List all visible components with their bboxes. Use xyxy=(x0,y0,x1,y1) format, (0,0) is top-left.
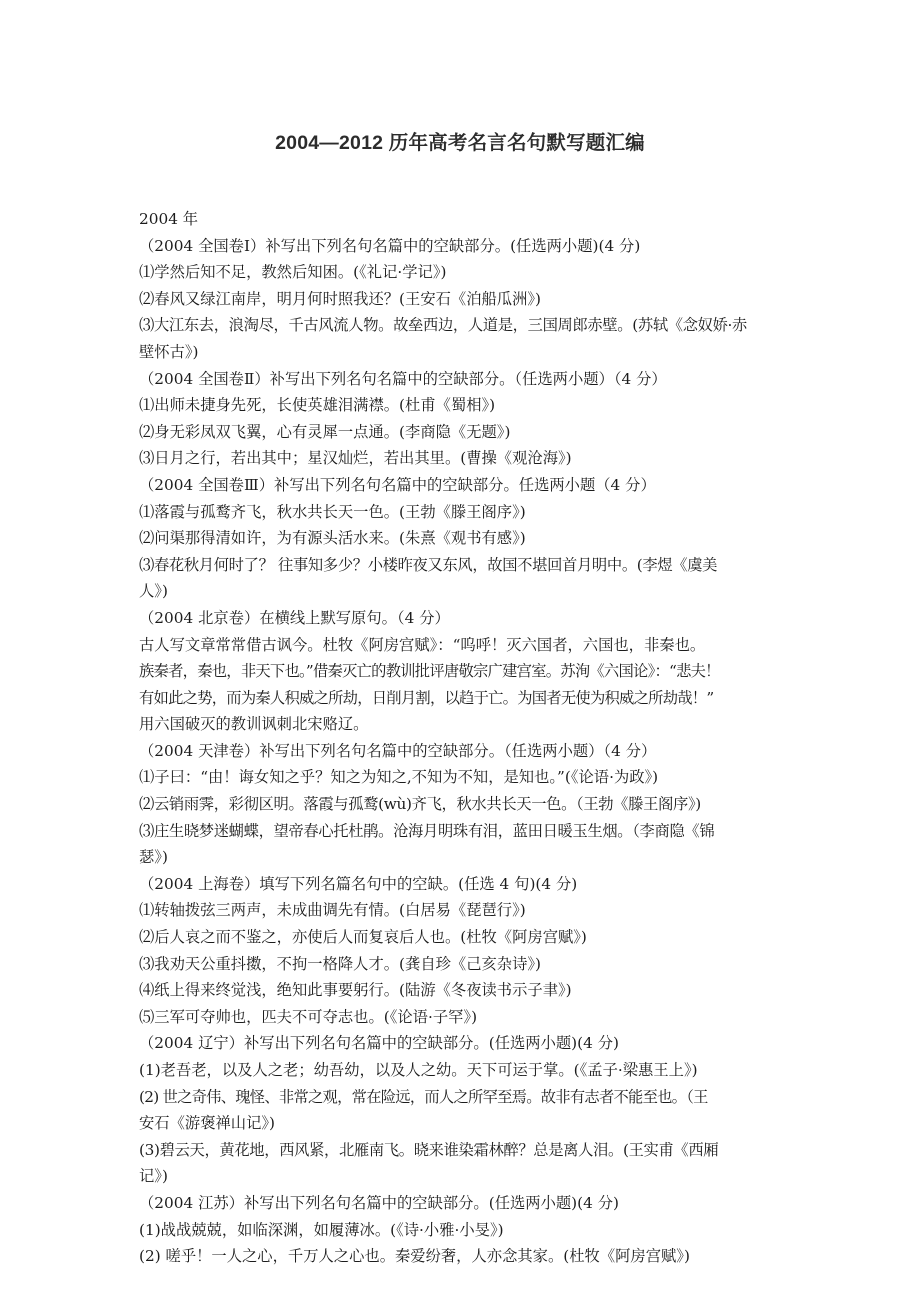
text-line-liaoning-item-2-cont: 安石《游褒禅山记》) xyxy=(139,1114,275,1133)
text-line-tianjin-item-3-cont: 瑟》) xyxy=(139,848,168,867)
text-line-quanguo-2-item-2: ⑵身无彩凤双飞翼，心有灵犀一点通。(李商隐《无题》) xyxy=(139,422,511,441)
text-line-sec-quanguo-3-header: （2004 全国卷Ⅲ）补写出下列名句名篇中的空缺部分。任选两小题（4 分） xyxy=(139,475,656,494)
text-line-quanguo-2-item-1: ⑴出师未捷身先死，长使英雄泪满襟。(杜甫《蜀相》) xyxy=(139,396,496,415)
text-line-tianjin-item-2: ⑵云销雨霁，彩彻区明。落霞与孤鹜(wù)齐飞，秋水共长天一色。（王勃《滕王阁序》) xyxy=(139,795,701,814)
page-title: 2004—2012 历年高考名言名句默写题汇编 xyxy=(275,132,645,154)
text-line-shanghai-item-4: ⑷纸上得来终觉浅，绝知此事要躬行。(陆游《冬夜读书示子聿》) xyxy=(139,981,572,1000)
text-line-quanguo-1-item-3-cont: 壁怀古》) xyxy=(139,342,199,361)
text-line-quanguo-3-item-2: ⑵问渠那得清如许，为有源头活水来。(朱熹《观书有感》) xyxy=(139,529,526,548)
text-line-liaoning-item-3: (3)碧云天，黄花地，西风紧，北雁南飞。晓来谁染霜林醉？总是离人泪。(王实甫《西厢 xyxy=(139,1140,719,1159)
text-line-shanghai-item-1: ⑴转轴拨弦三两声，未成曲调先有情。(白居易《琵琶行》) xyxy=(139,901,526,920)
text-line-tianjin-item-3: ⑶庄生晓梦迷蝴蝶，望帝春心托杜鹃。沧海月明珠有泪，蓝田日暖玉生烟。（李商隐《锦 xyxy=(139,821,715,840)
text-line-quanguo-1-item-2: ⑵春风又绿江南岸，明月何时照我还？(王安石《泊船瓜洲》) xyxy=(139,289,542,308)
text-line-jiangsu-item-1: (1)战战兢兢，如临深渊，如履薄冰。(《诗·小雅·小旻》) xyxy=(139,1220,504,1239)
text-line-year-2004: 2004 年 xyxy=(139,210,199,228)
text-line-shanghai-item-3: ⑶我劝天公重抖擞，不拘一格降人才。(龚自珍《己亥杂诗》) xyxy=(139,954,542,973)
text-line-jiangsu-item-2: (2) 嗟乎！一人之心，千万人之心也。秦爱纷奢，人亦念其家。(杜牧《阿房宫赋》) xyxy=(139,1247,690,1266)
text-line-quanguo-1-item-3: ⑶大江东去，浪淘尽，千古风流人物。故垒西边，人道是，三国周郎赤壁。(苏轼《念奴娇·赤 xyxy=(139,316,748,335)
text-line-quanguo-1-item-1: ⑴学然后知不足，教然后知困。(《礼记·学记》) xyxy=(139,263,447,282)
text-line-shanghai-item-5: ⑸三军可夺帅也，匹夫不可夺志也。(《论语·子罕》) xyxy=(139,1007,478,1026)
text-line-sec-shanghai-header: （2004 上海卷）填写下列名篇名句中的空缺。(任选 4 句)(4 分) xyxy=(139,874,578,893)
text-line-quanguo-3-item-1: ⑴落霞与孤鹜齐飞，秋水共长天一色。(王勃《滕王阁序》) xyxy=(139,502,526,521)
text-line-shanghai-item-2: ⑵后人哀之而不鉴之，亦使后人而复哀后人也。(杜牧《阿房宫赋》) xyxy=(139,928,587,947)
text-line-sec-jiangsu-header: （2004 江苏）补写出下列名句名篇中的空缺部分。(任选两小题)(4 分) xyxy=(139,1193,619,1212)
text-line-quanguo-3-item-3-cont: 人》) xyxy=(139,582,168,601)
text-line-beijing-body-2: 族秦者，秦也，非天下也。”借秦灭亡的教训批评唐敬宗广建宫室。苏洵《六国论》：“悲夫！ xyxy=(139,662,720,681)
text-line-sec-tianjin-header: （2004 天津卷）补写出下列名句名篇中的空缺部分。（任选两小题）（4 分） xyxy=(139,741,657,760)
text-line-liaoning-item-2: (2) 世之奇伟、瑰怪、非常之观，常在险远，而人之所罕至焉。故非有志者不能至也。（王 xyxy=(139,1087,708,1106)
document-body xyxy=(139,206,785,1270)
text-line-sec-beijing-header: （2004 北京卷）在横线上默写原句。（4 分） xyxy=(139,608,450,627)
text-line-quanguo-3-item-3: ⑶春花秋月何时了？ 往事知多少？小楼昨夜又东风，故国不堪回首月明中。(李煜《虞美 xyxy=(139,555,718,574)
text-line-beijing-body-4: 用六国破灭的教训讽刺北宋赂辽。 xyxy=(139,715,369,734)
text-line-tianjin-item-1: ⑴子曰：“由！诲女知之乎？知之为知之,不知为不知，是知也。”(《论语·为政》) xyxy=(139,768,659,787)
text-line-beijing-body-3: 有如此之势，而为秦人积威之所劫，日削月割，以趋于亡。为国者无使为积威之所劫哉！” xyxy=(139,688,714,707)
text-line-liaoning-item-1: (1)老吾老，以及人之老；幼吾幼，以及人之幼。天下可运于掌。(《孟子·梁惠王上》) xyxy=(139,1061,698,1079)
text-line-sec-liaoning-header: （2004 辽宁）补写出下列名句名篇中的空缺部分。(任选两小题)(4 分) xyxy=(139,1034,619,1053)
text-line-sec-quanguo-2-header: （2004 全国卷Ⅱ）补写出下列名句名篇中的空缺部分。（任选两小题）（4 分） xyxy=(139,369,667,388)
text-line-sec-quanguo-1-header: （2004 全国卷Ⅰ）补写出下列名句名篇中的空缺部分。(任选两小题)(4 分) xyxy=(139,236,641,255)
text-line-beijing-body-1: 古人写文章常常借古讽今。杜牧《阿房宫赋》：“呜呼！灭六国者，六国也，非秦也。 xyxy=(139,635,706,654)
text-line-liaoning-item-3-cont: 记》) xyxy=(139,1167,168,1186)
text-line-quanguo-2-item-3: ⑶日月之行，若出其中；星汉灿烂，若出其里。(曹操《观沧海》) xyxy=(139,449,572,468)
